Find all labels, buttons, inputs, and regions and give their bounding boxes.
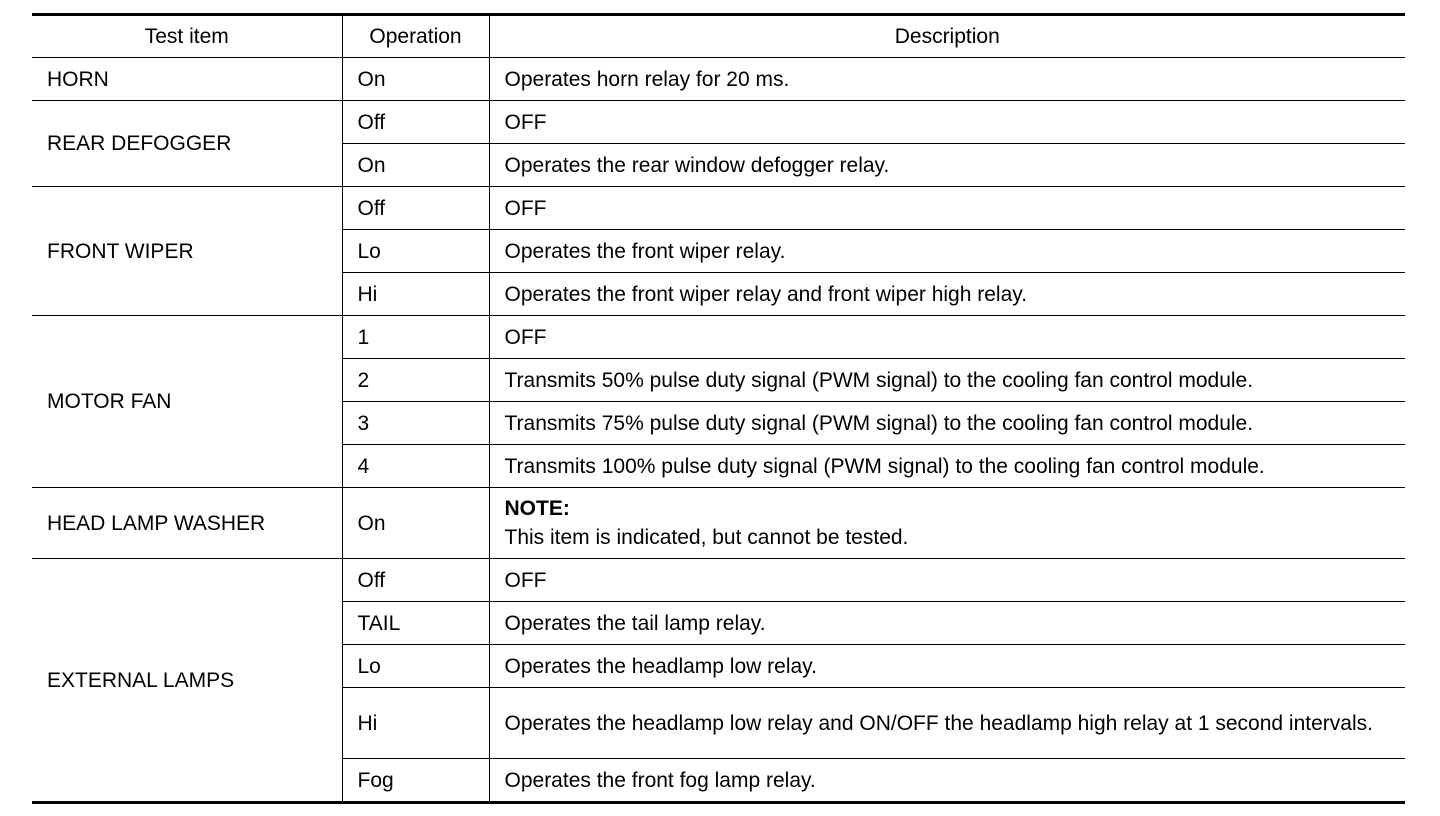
description-cell: Operates the headlamp low relay and ON/OFF the headlamp high relay at 1 second intervals. [489, 688, 1405, 759]
table-header-row [32, 15, 1405, 58]
operation-cell: 2 [342, 359, 489, 402]
note-label: NOTE: [504, 497, 570, 520]
header-test-item: Test item [32, 15, 342, 58]
operation-cell: Off [342, 559, 489, 602]
operation-cell: 4 [342, 445, 489, 488]
operation-cell: Off [342, 187, 489, 230]
description-cell: OFF [489, 316, 1405, 359]
table-row [32, 101, 1405, 144]
test-item-cell: HEAD LAMP WASHER [32, 488, 342, 559]
operation-cell: Lo [342, 230, 489, 273]
table-row [32, 316, 1405, 359]
table-row [32, 488, 1405, 559]
description-cell: Operates the headlamp low relay. [489, 645, 1405, 688]
operation-cell: Hi [342, 273, 489, 316]
operation-cell: Off [342, 101, 489, 144]
description-cell: Operates the rear window defogger relay. [489, 144, 1405, 187]
description-cell: Transmits 50% pulse duty signal (PWM signal) to the cooling fan control module. [489, 359, 1405, 402]
description-cell: OFF [489, 187, 1405, 230]
header-operation: Operation [342, 15, 489, 58]
description-cell [489, 488, 1405, 559]
test-item-table [32, 13, 1405, 804]
test-item-cell: EXTERNAL LAMPS [32, 559, 342, 803]
table-row [32, 58, 1405, 101]
operation-cell: Lo [342, 645, 489, 688]
description-cell: Operates the front fog lamp relay. [489, 759, 1405, 803]
description-cell: Operates horn relay for 20 ms. [489, 58, 1405, 101]
description-cell: Transmits 100% pulse duty signal (PWM signal) to the cooling fan control module. [489, 445, 1405, 488]
test-item-cell: FRONT WIPER [32, 187, 342, 316]
operation-cell: On [342, 58, 489, 101]
operation-cell: Hi [342, 688, 489, 759]
description-cell: Operates the front wiper relay. [489, 230, 1405, 273]
test-item-cell: MOTOR FAN [32, 316, 342, 488]
description-cell: OFF [489, 101, 1405, 144]
header-description: Description [489, 15, 1405, 58]
note-text: This item is indicated, but cannot be tested. [504, 526, 909, 549]
operation-cell: Fog [342, 759, 489, 803]
table-row [32, 187, 1405, 230]
operation-cell: 3 [342, 402, 489, 445]
description-cell: Operates the front wiper relay and front wiper high relay. [489, 273, 1405, 316]
operation-cell: On [342, 144, 489, 187]
description-cell: Operates the tail lamp relay. [489, 602, 1405, 645]
test-item-cell: REAR DEFOGGER [32, 101, 342, 187]
operation-cell: On [342, 488, 489, 559]
description-cell: Transmits 75% pulse duty signal (PWM signal) to the cooling fan control module. [489, 402, 1405, 445]
operation-cell: TAIL [342, 602, 489, 645]
table-row [32, 559, 1405, 602]
test-item-cell: HORN [32, 58, 342, 101]
operation-cell: 1 [342, 316, 489, 359]
description-cell: OFF [489, 559, 1405, 602]
